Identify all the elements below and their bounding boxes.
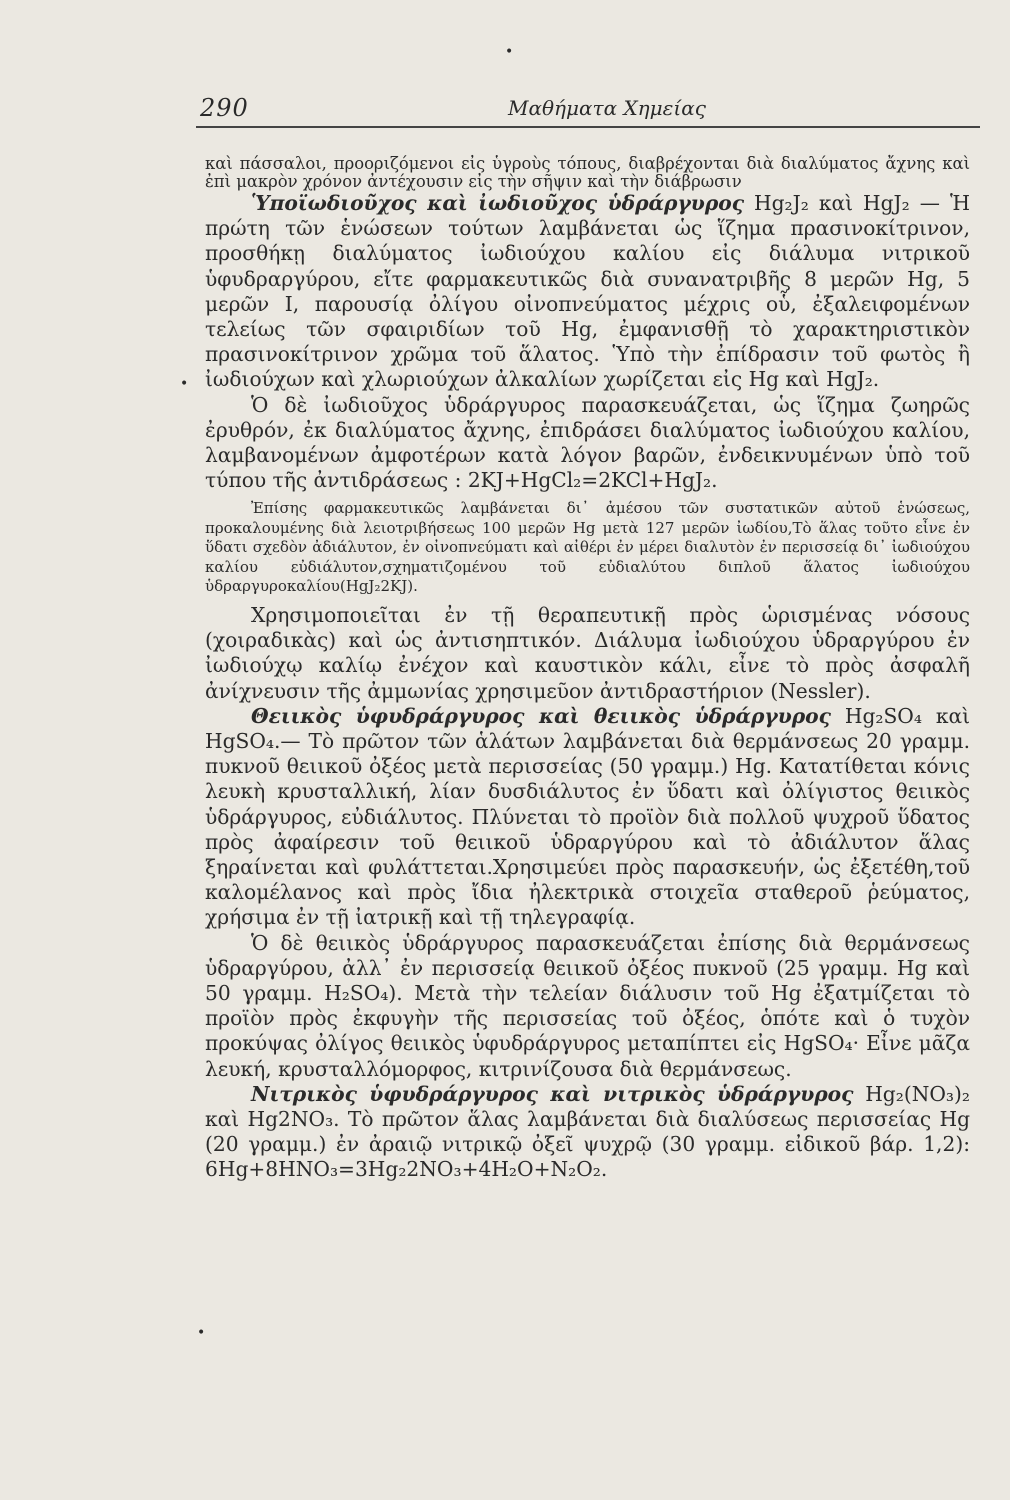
section-heading-nitrates: Νιτρικὸς ὑφυδράργυρος καὶ νιτρικὸς ὑδράργυρος: [251, 1081, 854, 1106]
paragraph-mercuric-sulfate: [205, 931, 970, 1082]
paragraph-sulfates: [205, 704, 970, 931]
paragraph-text: Χρησιμοποιεῖται ἐν τῇ θεραπευτικῇ πρὸς ὡρισμένας νόσους (χοιραδικὰς) καὶ ὡς ἀντισηπτικόν. Διάλυμα ἰωδιούχου ὑδραργύρου ἐν ἰωδιούχῳ καλίῳ ἐνέχον καὶ καυστικὸν κάλι, εἶνε τὸ πρὸς ἀσφαλῆ ἀνίχνευσιν τῆς ἀμμωνίας χρησιμεῦον ἀντιδραστήριον (Nessler).: [205, 602, 970, 703]
paragraph-uses: [205, 603, 970, 704]
section-heading-iodides: Ὑποϊωδιοῦχος καὶ ἰωδιοῦχος ὑδράργυρος: [251, 191, 744, 215]
paragraph-text: Ἐπίσης φαρμακευτικῶς λαμβάνεται δι᾽ ἀμέσου τῶν συστατικῶν αὐτοῦ ἑνώσεως, προκαλουμένης διὰ λειοτριβήσεως 100 μερῶν Hg μετὰ 127 μερῶν ἰωδίου,Τὸ ἅλας τοῦτο εἶνε ἐν ὕδατι σχεδὸν ἀδιάλυτον, ἐν οἰνοπνεύματι καὶ αἰθέρι ἐν μέρει διαλυτὸν ἐν περισσείᾳ δι᾽ ἰωδιούχου καλίου εὐδιάλυτον,σχηματιζομένου τοῦ εὐδιαλύτου διπλοῦ ἅλατος ἰωδιούχου ὑδραργυροκαλίου(HgJ₂2KJ).: [205, 499, 970, 596]
page-header: [196, 94, 980, 126]
margin-dot-mark: •: [180, 376, 189, 392]
margin-dot-mark: •: [197, 1325, 206, 1341]
page-body: [205, 155, 970, 1183]
paragraph-text: καὶ πάσσαλοι, προοριζόμενοι εἰς ὑγροὺς τόπους, διαβρέχονται διὰ διαλύματος ἄχνης καὶ ἐπὶ μακρὸν χρόνον ἀντέχουσιν εἰς τὴν σῆψιν καὶ τὴν διάβρωσιν: [205, 154, 970, 191]
header-rule: [196, 126, 980, 128]
paragraph-text: Hg₂SO₄ καὶ HgSO₄.— Τὸ πρῶτον τῶν ἁλάτων λαμβάνεται διὰ θερμάνσεως 20 γραμμ. πυκνοῦ θειικοῦ ὀξέος μετὰ περισσείας (50 γραμμ.) Hg. Κατατίθεται κόνις λευκὴ κρυσταλλική, λίαν δυσδιάλυτος ἐν ὕδατι καὶ ὀλίγιστος θειικὸς ὑδράργυρος, εὐδιάλυτος. Πλύνεται τὸ προϊὸν διὰ πολλοῦ ψυχροῦ ὕδατος πρὸς ἀφαίρεσιν τοῦ θειικοῦ ὑδραργύρου καὶ τὸ ἀδιάλυτον ἅλας ξηραίνεται καὶ φυλάττεται.Χρησιμεύει πρὸς παρασκευήν, ὡς ἐξετέθη,τοῦ καλομέλανος καὶ πρὸς ἴδια ἠλεκτρικὰ στοιχεῖα σταθεροῦ ῥεύματος, χρήσιμα ἐν τῇ ἰατρικῇ καὶ τῇ τηλεγραφίᾳ.: [205, 703, 971, 930]
paragraph-intro: [205, 155, 970, 191]
paragraph-text: Ὁ δὲ θειικὸς ὑδράργυρος παρασκευάζεται ἐπίσης διὰ θερμάνσεως ὑδραργύρου, ἀλλ᾽ ἐν περισσείᾳ θειικοῦ ὀξέος πυκνοῦ (25 γραμμ. Hg καὶ 50 γραμμ. H₂SO₄). Μετὰ τὴν τελείαν διάλυσιν τοῦ Hg ἐξατμίζεται τὸ προϊὸν πρὸς ἐκφυγὴν τῆς περισσείας τοῦ ὀξέος, ὁπότε καὶ ὁ τυχὸν προκύψας ὀλίγος θειικὸς ὑφυδράργυρος μεταπίπτει εἰς HgSO₄· Εἶνε μᾶζα λευκή, κρυσταλλόμορφος, κιτρινίζουσα διὰ θερμάνσεως.: [205, 930, 970, 1081]
paragraph-iodides: [205, 191, 970, 393]
running-title: Μαθήματα Χημείας: [508, 96, 706, 120]
paragraph-pharmaceutical-note: [205, 499, 970, 597]
page-number: 290: [200, 94, 249, 122]
print-dot-mark: •: [505, 44, 514, 60]
paragraph-nitrates: [205, 1082, 970, 1183]
paragraph-text: Hg₂(NO₃)₂ καὶ Hg2NO₃. Τὸ πρῶτον ἅλας λαμβάνεται διὰ διαλύσεως περισσείας Hg (20 γραμμ.) ἐν ἀραιῷ νιτρικῷ ὀξεῖ ψυχρῷ (30 γραμμ. εἰδικοῦ βάρ. 1,2): 6Hg+8HNO₃=3Hg₂2NO₃+4H₂O+N₂O₂.: [205, 1081, 970, 1182]
paragraph-text: Ὁ δὲ ἰωδιοῦχος ὑδράργυρος παρασκευάζεται, ὡς ἵζημα ζωηρῶς ἐρυθρόν, ἐκ διαλύματος ἄχνης, ἐπιδράσει διαλύματος ἰωδιούχου καλίου, λαμβανομένων ἀμφοτέρων κατὰ λόγον βαρῶν, ἐνδεικνυμένων ὑπὸ τοῦ τύπου τῆς ἀντιδράσεως : 2KJ+HgCl₂=2KCl+HgJ₂.: [205, 392, 970, 493]
section-heading-sulfates: Θειικὸς ὑφυδράργυρος καὶ θειικὸς ὑδράργυρος: [251, 703, 831, 728]
paragraph-mercuric-iodide: [205, 393, 970, 494]
paragraph-text: Hg₂J₂ καὶ HgJ₂ — Ἡ πρώτη τῶν ἑνώσεων τούτων λαμβάνεται ὡς ἵζημα πρασινοκίτρινον, προσθήκῃ διαλύματος ἰωδιούχου καλίου εἰς διάλυμα νιτρικοῦ ὑφυδραργύρου, εἴτε φαρμακευτικῶς διὰ συνανατριβῆς 8 μερῶν Hg, 5 μερῶν I, παρουσίᾳ ὀλίγου οἰνοπνεύματος μέχρις οὗ, ἐξαλειφομένων τελείως τῶν σφαιριδίων τοῦ Hg, ἐμφανισθῇ τὸ χαρακτηριστικὸν πρασινοκίτρινον χρῶμα τοῦ ἅλατος. Ὑπὸ τὴν ἐπίδρασιν τοῦ φωτὸς ἢ ἰωδιούχων καὶ χλωριούχων ἀλκαλίων χωρίζεται εἰς Hg καὶ HgJ₂.: [205, 191, 970, 392]
